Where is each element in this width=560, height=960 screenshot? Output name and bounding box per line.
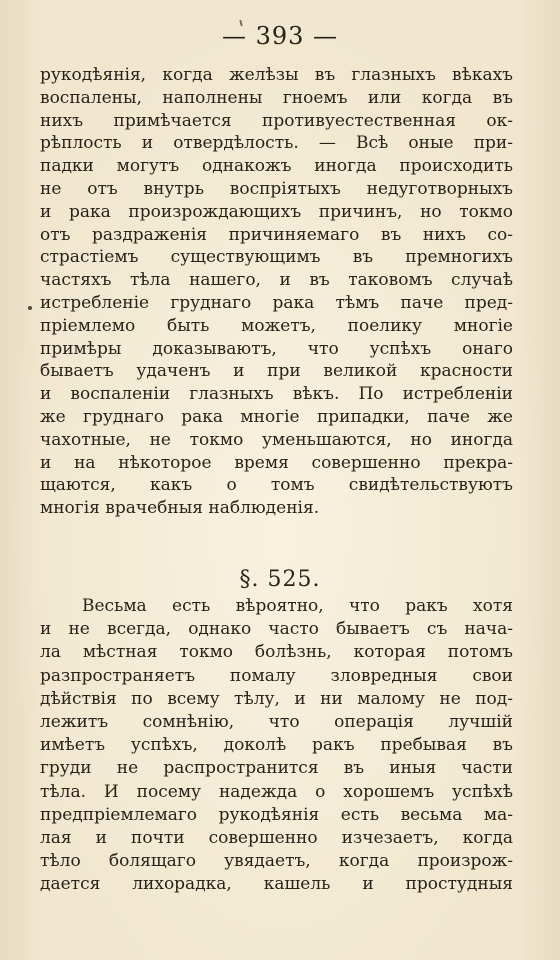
text-line: дѣйствія по всему тѣлу, и ни малому не под- <box>40 688 513 709</box>
text-line: предпріемлемаго рукодѣянія есть весьма ма- <box>40 804 513 825</box>
text-line: имѣетъ успѣхъ, доколѣ ракъ пребывая въ <box>40 735 513 756</box>
text-line: Весьма есть вѣроятно, что ракъ хотя <box>82 596 513 616</box>
text-line: многія врачебныя наблюденія. <box>40 498 320 519</box>
text-line: не отъ внутрь воспріятыхъ недуготворныхъ <box>40 179 513 199</box>
margin-mark <box>28 306 32 310</box>
text-line: примѣры доказываютъ, что успѣхъ онаго <box>40 338 513 359</box>
text-line: пріемлемо быть можетъ, поелику многіе <box>40 315 513 336</box>
text-line: ла мѣстная токмо болѣзнь, которая потомъ <box>40 642 513 663</box>
text-line: же груднаго рака многіе припадки, паче же <box>40 407 513 427</box>
text-line: бываетъ удаченъ и при великой красности <box>40 361 513 382</box>
text-line: груди не распространится въ иныя части <box>40 758 513 779</box>
text-line: страстіемъ существующимъ въ премногихъ <box>40 247 513 268</box>
text-line: воспалены, наполнены гноемъ или когда въ <box>40 87 513 108</box>
text-line: падки могутъ однакожъ иногда происходить <box>40 156 513 177</box>
section-heading: §. 525. <box>239 567 321 592</box>
text-line: рѣплость и отвердѣлость. — Всѣ оные при- <box>40 133 513 154</box>
text-line: чахотные, не токмо уменьшаются, но иногда <box>40 429 513 450</box>
text-line: разпространяетъ помалу зловредныя свои <box>40 665 513 686</box>
text-line: и не всегда, однако часто бываетъ съ нача- <box>40 619 513 640</box>
text-line: и воспаленіи глазныхъ вѣкъ. По истребленіи <box>40 384 513 405</box>
text-line: лежитъ сомнѣнію, что операція лучшій <box>40 712 513 732</box>
text-line: щаются, какъ о томъ свидѣтельствуютъ <box>40 475 513 496</box>
text-line: нихъ примѣчается противуестественная ок- <box>40 110 513 131</box>
text-line: отъ раздраженія причиняемаго въ нихъ со- <box>40 224 513 245</box>
text-line: тѣла. И посему надежда о хорошемъ успѣхѣ <box>40 781 513 802</box>
text-line: истребленіе груднаго рака тѣмъ паче пред- <box>40 293 513 313</box>
text-line: частяхъ тѣла нашего, и въ таковомъ случаѣ <box>40 270 513 291</box>
text-line: рукодѣянія, когда желѣзы въ глазныхъ вѣкахъ <box>40 65 513 85</box>
text-line: тѣло болящаго увядаетъ, когда произрож- <box>40 851 513 872</box>
text-line: дается лихорадка, кашель и простудныя <box>40 874 513 895</box>
text-line: и рака произрождающихъ причинъ, но токмо <box>40 201 513 222</box>
text-line: и на нѣкоторое время совершенно прекра- <box>40 452 513 473</box>
page-number: — 393 — <box>221 22 339 50</box>
text-line: лая и почти совершенно изчезаетъ, когда <box>40 828 513 848</box>
